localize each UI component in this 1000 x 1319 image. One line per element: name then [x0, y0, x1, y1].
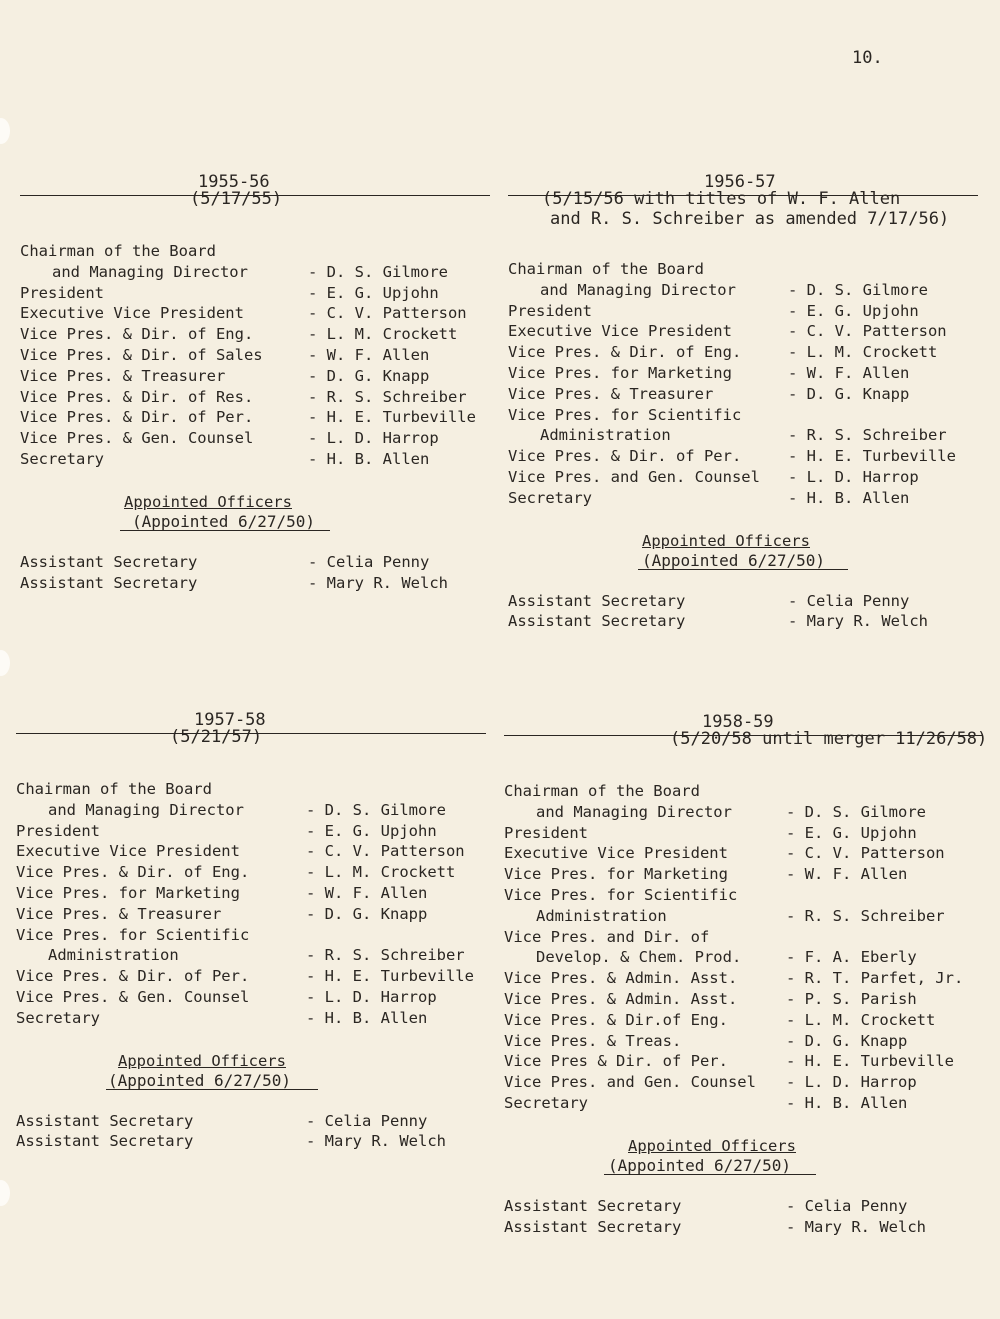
year-heading: 1955-56 — [198, 172, 270, 192]
officer-row — [504, 1011, 988, 1032]
officer-name: - E. G. Upjohn — [306, 821, 437, 840]
officer-title: Vice Pres. and Dir. of — [504, 927, 710, 946]
officer-row — [16, 801, 494, 822]
officer-name: - Celia Penny — [786, 1196, 908, 1215]
officer-name: - L. D. Harrop — [786, 1073, 917, 1092]
officer-row — [16, 905, 494, 926]
officer-title: President — [20, 283, 104, 302]
officer-name: - L. M. Crockett — [308, 325, 458, 344]
appointed-list — [504, 1197, 988, 1239]
officer-title: Secretary — [504, 1093, 588, 1112]
section-header — [508, 172, 986, 260]
appointed-officers-title: Appointed Officers — [628, 1136, 796, 1155]
officer-row — [20, 242, 498, 263]
officer-name: - H. B. Allen — [788, 488, 910, 507]
officer-row — [504, 928, 988, 949]
officer-title: Vice Pres. & Treasurer — [508, 384, 714, 403]
officer-row — [508, 489, 986, 510]
appointed-date: (Appointed 6/27/50) — [132, 511, 316, 531]
section-1957-58 — [16, 710, 494, 1153]
officer-title: Assistant Secretary — [508, 612, 686, 631]
officer-title: President — [508, 301, 592, 320]
officer-name: - E. G. Upjohn — [786, 823, 917, 842]
officer-name: - R. T. Parfet, Jr. — [786, 969, 964, 988]
officer-title: Vice Pres & Dir. of Per. — [504, 1052, 728, 1071]
officer-name: - C. V. Patterson — [786, 844, 945, 863]
officer-row — [508, 406, 986, 427]
year-heading: 1957-58 — [194, 710, 266, 730]
appointed-rule — [604, 1174, 816, 1175]
election-date: (5/21/57) — [170, 727, 263, 747]
section-1955-56 — [20, 172, 498, 594]
election-date: (5/15/56 with titles of W. F. Allen — [542, 189, 901, 209]
officer-name: - Mary R. Welch — [788, 612, 928, 631]
officer-row — [16, 842, 494, 863]
officer-name: - R. S. Schreiber — [306, 946, 465, 965]
officer-name: - R. S. Schreiber — [788, 426, 947, 445]
section-1958-59 — [504, 712, 988, 1238]
officer-row — [20, 263, 498, 284]
appointed-officer-row — [504, 1218, 988, 1239]
officer-name: - D. G. Knapp — [786, 1031, 908, 1050]
officer-title: Vice Pres. for Marketing — [504, 865, 728, 884]
officer-title: Assistant Secretary — [504, 1217, 682, 1236]
officer-row — [504, 1094, 988, 1115]
officer-row — [504, 782, 988, 803]
appointed-list — [16, 1112, 494, 1154]
officer-title: and Managing Director — [52, 262, 248, 281]
officer-name: - H. B. Allen — [786, 1093, 908, 1112]
officer-name: - D. G. Knapp — [306, 904, 428, 923]
officer-title: Secretary — [16, 1008, 100, 1027]
officer-row — [504, 1073, 988, 1094]
officer-name: - H. B. Allen — [306, 1008, 428, 1027]
officer-row — [16, 1009, 494, 1030]
officer-title: Vice Pres. & Dir. of Eng. — [16, 863, 250, 882]
officer-name: - D. G. Knapp — [308, 366, 430, 385]
officer-row — [16, 780, 494, 801]
officer-row — [20, 429, 498, 450]
appointed-date: (Appointed 6/27/50) — [108, 1070, 292, 1090]
officer-row — [504, 886, 988, 907]
officer-row — [504, 803, 988, 824]
section-header — [504, 712, 988, 782]
officer-name: - W. F. Allen — [788, 363, 910, 382]
appointed-list — [20, 553, 498, 595]
officer-name: - L. D. Harrop — [308, 429, 439, 448]
officer-title: and Managing Director — [540, 280, 736, 299]
officer-title: and Managing Director — [536, 802, 732, 821]
officer-title: Vice Pres. & Gen. Counsel — [20, 429, 254, 448]
officer-title: Vice Pres. & Admin. Asst. — [504, 989, 738, 1008]
appointed-officers-header — [20, 493, 498, 553]
punch-hole — [0, 1180, 10, 1206]
officer-title: Secretary — [20, 449, 104, 468]
officer-row — [16, 884, 494, 905]
punch-hole — [0, 118, 10, 144]
officer-title: Vice Pres. and Gen. Counsel — [508, 467, 760, 486]
officer-title: Administration — [48, 946, 179, 965]
officer-title: Executive Vice President — [508, 322, 732, 341]
year-heading: 1956-57 — [704, 172, 776, 192]
officer-title: Vice Pres. & Dir. of Eng. — [20, 325, 254, 344]
officer-row — [16, 863, 494, 884]
officer-name: - P. S. Parish — [786, 989, 917, 1008]
appointed-rule — [638, 569, 848, 570]
officer-row — [508, 281, 986, 302]
officer-title: Vice Pres. & Dir.of Eng. — [504, 1010, 728, 1029]
officer-name: - L. M. Crockett — [786, 1010, 936, 1029]
officer-title: Secretary — [508, 488, 592, 507]
appointed-list — [508, 592, 986, 634]
officer-title: Vice Pres. & Dir. of Per. — [16, 967, 250, 986]
officer-title: Executive Vice President — [20, 304, 244, 323]
officer-name: - R. S. Schreiber — [786, 906, 945, 925]
officer-title: President — [16, 821, 100, 840]
appointed-officers-title: Appointed Officers — [124, 492, 292, 511]
officer-name: - Celia Penny — [306, 1111, 428, 1130]
officer-title: Vice Pres. & Dir. of Res. — [20, 387, 254, 406]
officer-name: - L. D. Harrop — [788, 467, 919, 486]
officer-title: Assistant Secretary — [16, 1132, 194, 1151]
officer-name: - R. S. Schreiber — [308, 387, 467, 406]
officer-row — [20, 388, 498, 409]
officer-title: Assistant Secretary — [20, 573, 198, 592]
officer-row — [16, 926, 494, 947]
officer-title: Assistant Secretary — [504, 1196, 682, 1215]
officer-row — [504, 1032, 988, 1053]
officer-title: Chairman of the Board — [504, 782, 700, 800]
officer-row — [508, 447, 986, 468]
officer-title: Administration — [540, 426, 671, 445]
officer-title: Vice Pres. & Treasurer — [16, 904, 222, 923]
officer-name: - D. S. Gilmore — [788, 280, 928, 299]
officer-name: - H. B. Allen — [308, 449, 430, 468]
officer-row — [508, 468, 986, 489]
officer-title: Vice Pres. & Dir. of Eng. — [508, 343, 742, 362]
officer-title: Executive Vice President — [16, 842, 240, 861]
officer-row — [508, 385, 986, 406]
officer-row — [508, 343, 986, 364]
officer-title: Vice Pres. for Scientific — [504, 885, 738, 904]
page-number: 10. — [852, 48, 883, 68]
officer-title: Vice Pres. & Dir. of Per. — [508, 447, 742, 466]
appointed-officers-title: Appointed Officers — [642, 531, 810, 550]
appointed-officers-header — [504, 1137, 988, 1197]
officer-row — [504, 1052, 988, 1073]
officer-row — [16, 988, 494, 1009]
appointed-officer-row — [16, 1132, 494, 1153]
officer-name: - Celia Penny — [308, 552, 430, 571]
appointed-officer-row — [20, 553, 498, 574]
officer-name: - H. E. Turbeville — [308, 408, 476, 427]
appointed-officer-row — [508, 592, 986, 613]
officer-name: - L. M. Crockett — [306, 863, 456, 882]
officer-title: Administration — [536, 906, 667, 925]
officer-row — [20, 304, 498, 325]
appointed-rule — [120, 530, 330, 531]
officer-title: Vice Pres. and Gen. Counsel — [504, 1073, 756, 1092]
officer-title: Vice Pres. & Dir. of Per. — [20, 408, 254, 427]
appointed-officers-title: Appointed Officers — [118, 1051, 286, 1070]
year-heading: 1958-59 — [702, 712, 774, 732]
officer-title: and Managing Director — [48, 800, 244, 819]
officer-row — [20, 408, 498, 429]
officer-row — [20, 284, 498, 305]
section-header — [16, 710, 494, 780]
officer-row — [508, 364, 986, 385]
officer-title: Assistant Secretary — [20, 552, 198, 571]
officer-name: - D. S. Gilmore — [306, 800, 446, 819]
officer-name: - Mary R. Welch — [308, 573, 448, 592]
appointed-officer-row — [504, 1197, 988, 1218]
officer-name: - L. M. Crockett — [788, 343, 938, 362]
appointed-officer-row — [508, 612, 986, 633]
appointed-officer-row — [16, 1112, 494, 1133]
officer-name: - C. V. Patterson — [306, 842, 465, 861]
officer-name: - W. F. Allen — [786, 865, 908, 884]
officer-list — [504, 782, 988, 1115]
officer-row — [508, 260, 986, 281]
officer-name: - W. F. Allen — [306, 883, 428, 902]
officer-title: Vice Pres. & Gen. Counsel — [16, 987, 250, 1006]
officer-name: - L. D. Harrop — [306, 987, 437, 1006]
officer-title: Chairman of the Board — [16, 780, 212, 798]
officer-title: Vice Pres. & Treas. — [504, 1031, 682, 1050]
officer-title: Executive Vice President — [504, 844, 728, 863]
appointed-officers-header — [508, 532, 986, 592]
officer-title: President — [504, 823, 588, 842]
officer-title: Assistant Secretary — [16, 1111, 194, 1130]
officer-name: - E. G. Upjohn — [308, 283, 439, 302]
officer-row — [508, 322, 986, 343]
officer-name: - H. E. Turbeville — [306, 967, 474, 986]
officer-row — [504, 824, 988, 845]
officer-row — [508, 302, 986, 323]
officer-name: - Celia Penny — [788, 591, 910, 610]
appointed-date: (Appointed 6/27/50) — [608, 1155, 792, 1175]
officer-title: Develop. & Chem. Prod. — [536, 948, 742, 967]
appointed-date: (Appointed 6/27/50) — [642, 550, 826, 570]
officer-title: Chairman of the Board — [20, 242, 216, 260]
officer-name: - Mary R. Welch — [786, 1217, 926, 1236]
punch-hole — [0, 650, 10, 676]
officer-row — [16, 822, 494, 843]
officer-row — [504, 844, 988, 865]
officer-name: - Mary R. Welch — [306, 1132, 446, 1151]
officer-title: Assistant Secretary — [508, 591, 686, 610]
officer-list — [508, 260, 986, 510]
officer-row — [20, 367, 498, 388]
officer-row — [20, 450, 498, 471]
officer-row — [504, 865, 988, 886]
officer-row — [20, 325, 498, 346]
appointed-rule — [106, 1089, 318, 1090]
officer-row — [16, 967, 494, 988]
officer-row — [504, 990, 988, 1011]
election-date: (5/17/55) — [190, 189, 283, 209]
appointed-officers-header — [16, 1052, 494, 1112]
officer-list — [20, 242, 498, 471]
officer-name: - D. S. Gilmore — [308, 262, 448, 281]
officer-list — [16, 780, 494, 1030]
officer-name: - H. E. Turbeville — [788, 447, 956, 466]
officer-name: - D. S. Gilmore — [786, 802, 926, 821]
officer-name: - C. V. Patterson — [788, 322, 947, 341]
officer-title: Vice Pres. for Scientific — [16, 925, 250, 944]
officer-title: Vice Pres. for Marketing — [16, 883, 240, 902]
officer-title: Vice Pres. & Admin. Asst. — [504, 969, 738, 988]
officer-name: - H. E. Turbeville — [786, 1052, 954, 1071]
officer-row — [508, 426, 986, 447]
officer-title: Chairman of the Board — [508, 260, 704, 278]
officer-name: - E. G. Upjohn — [788, 301, 919, 320]
officer-name: - C. V. Patterson — [308, 304, 467, 323]
officer-title: Vice Pres. & Dir. of Sales — [20, 345, 263, 364]
officer-row — [504, 969, 988, 990]
officer-name: - D. G. Knapp — [788, 384, 910, 403]
election-date-continued: and R. S. Schreiber as amended 7/17/56) — [550, 209, 950, 229]
officer-name: - W. F. Allen — [308, 345, 430, 364]
officer-title: Vice Pres. for Marketing — [508, 363, 732, 382]
appointed-officer-row — [20, 574, 498, 595]
officer-row — [20, 346, 498, 367]
officer-title: Vice Pres. for Scientific — [508, 405, 742, 424]
officer-title: Vice Pres. & Treasurer — [20, 366, 226, 385]
section-header — [20, 172, 498, 242]
officer-row — [504, 907, 988, 928]
officer-row — [504, 948, 988, 969]
officer-name: - F. A. Eberly — [786, 948, 917, 967]
section-1956-57 — [508, 172, 986, 633]
election-date: (5/20/58 until merger 11/26/58) — [670, 729, 988, 749]
officer-row — [16, 946, 494, 967]
